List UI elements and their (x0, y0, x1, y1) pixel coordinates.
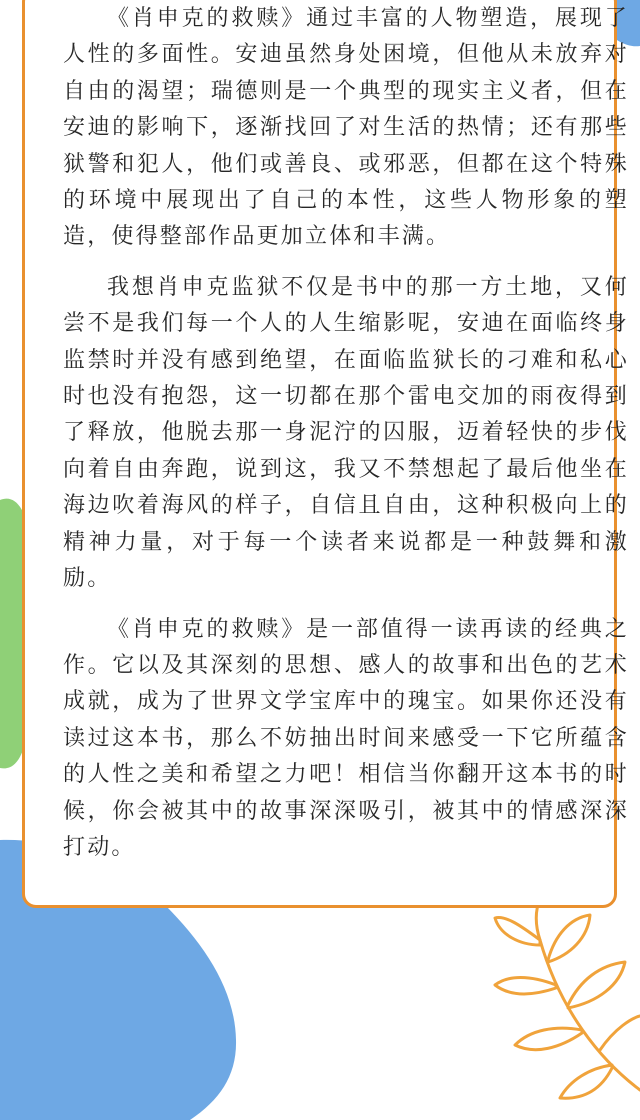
leaf-branch-icon (495, 900, 640, 1098)
paragraph-reflection: 我想肖申克监狱不仅是书中的那一方土地，又何尝不是我们每一个人的人生缩影呢，安迪在面临终身监禁时并没有感到绝望，在面临监狱长的刁难和私心时也没有抱怨，这一切都在那个雷电交加的雨夜得到了释放，他脱去那一身泥泞的囚服，迈着轻快的步伐向着自由奔跑，说到这，我又不禁想起了最后他坐在海边吹着海风的样子，自信且自由，这种积极向上的精神力量，对于每一个读者来说都是一种鼓舞和激励。 (63, 274, 629, 592)
paragraph-conclusion: 《肖申克的救赎》是一部值得一读再读的经典之作。它以及其深刻的思想、感人的故事和出色的艺术成就，成为了世界文学宝库中的瑰宝。如果你还没有读过这本书，那么不妨抽出时间来感受一下它所蕴含的人性之美和希望之力吧！相信当你翻开这本书的时候，你会被其中的故事深深吸引，被其中的情感深深打动。 (63, 616, 629, 860)
article-card (22, 0, 629, 908)
article-body (63, 1, 629, 880)
paragraph-characters: 《肖申克的救赎》通过丰富的人物塑造，展现了人性的多面性。安迪虽然身处困境，但他从未放弃对自由的渴望；瑞德则是一个典型的现实主义者，但在安迪的影响下，逐渐找回了对生活的热情；还有那些狱警和犯人，他们或善良、或邪恶，但都在这个特殊的环境中展现出了自己的本性，这些人物形象的塑造，使得整部作品更加立体和丰满。 (63, 6, 629, 250)
